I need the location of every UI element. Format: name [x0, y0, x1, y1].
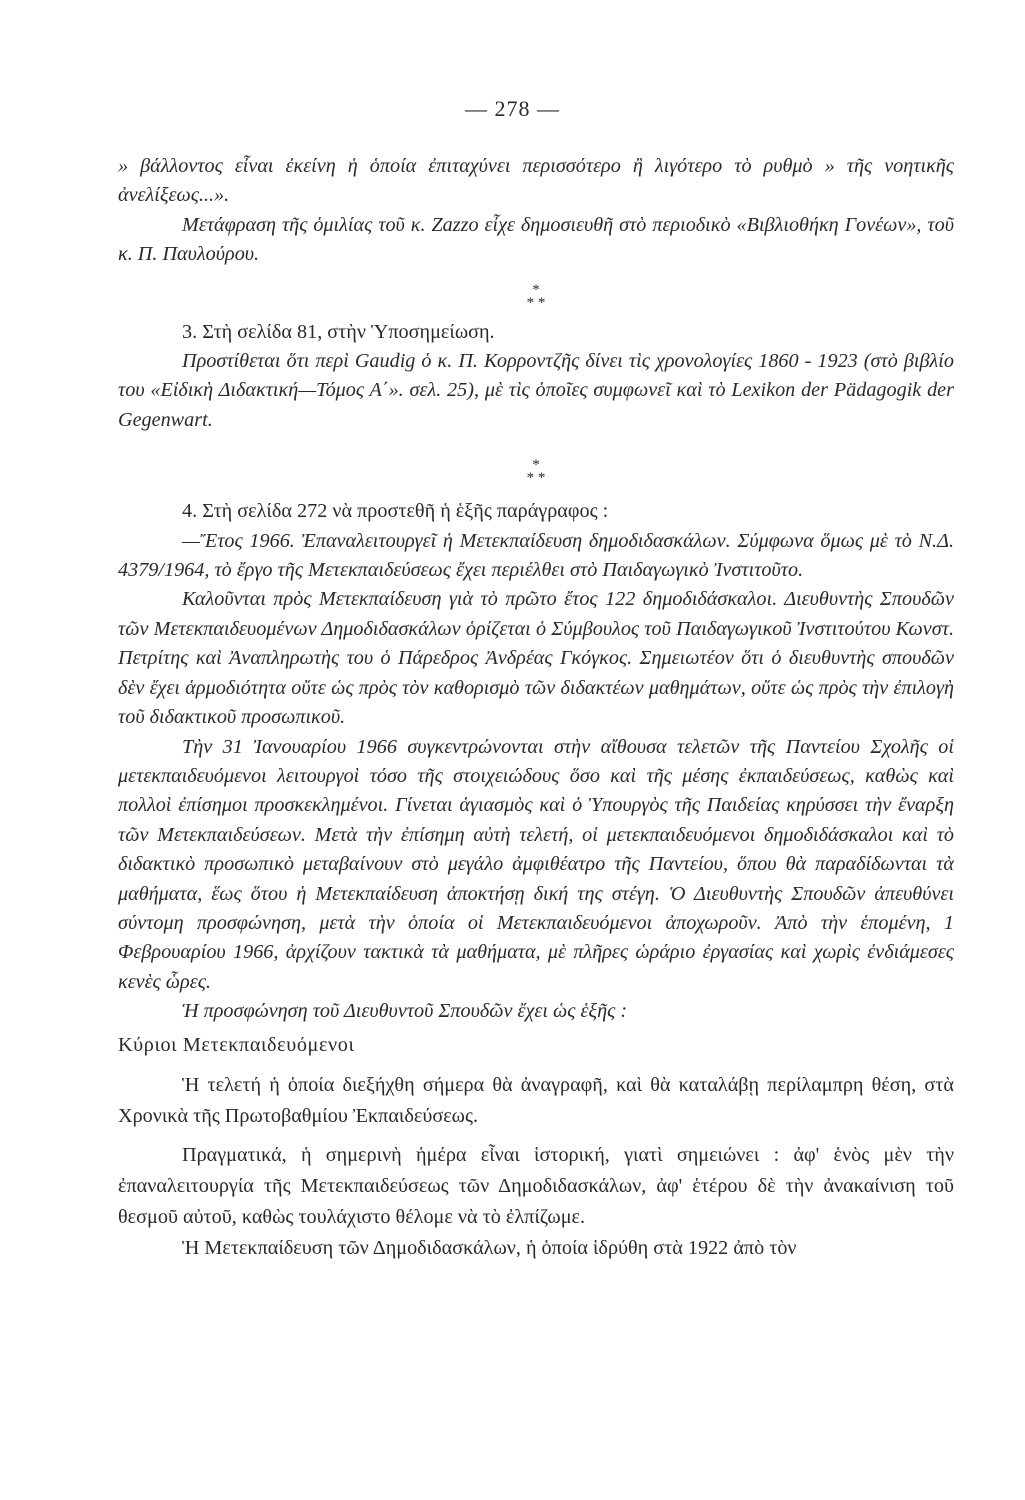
item-4-heading: 4. Στὴ σελίδα 272 νὰ προστεθῆ ἡ ἑξῆς παράγραφος : — [182, 500, 609, 523]
speech-section — [118, 1030, 954, 1264]
item-4-paragraph-4: Ἡ προσφώνηση τοῦ Διευθυντοῦ Σπουδῶν ἔχει ὡς ἑξῆς : — [182, 1000, 628, 1023]
translation-note: Μετάφραση τῆς ὁμιλίας τοῦ κ. Zazzo εἶχε δημοσιευθῆ στὸ περιοδικὸ «Βιβλιοθήκη Γονέων», τοῦ κ. Π. Παυλούρου. — [118, 213, 954, 266]
asterism-1: * * * — [526, 281, 546, 311]
item-4-paragraph-2: Καλοῦνται πρὸς Μετεκπαίδευση γιὰ τὸ πρῶτο ἔτος 122 δημοδιδάσκαλοι. Διευθυντὴς Σπουδῶν τῶν Μετεκπαιδευομένων Δημοδιδασκάλων ὁρίζεται ὁ Σύμβουλος τοῦ Παιδαγωγικοῦ Ἰνστιτούτου Κωνστ. Πετρίτης καὶ Ἀναπληρωτὴς του ὁ Πάρεδρος Ἀνδρέας Γκόγκος. Σημειωτέον ὅτι ὁ διευθυντὴς σπουδῶν δὲν ἔχει ἁρμοδιότητα οὔτε ὡς πρὸς τὸν καθορισμὸ τῶν διδακτέων μαθημάτων, οὔτε ὡς πρὸς τὴν ἐπιλογὴ τοῦ διδακτικοῦ προσωπικοῦ. — [118, 588, 954, 729]
speech-paragraph-2: Πραγματικά, ἡ σημερινὴ ἡμέρα εἶναι ἱστορική, γιατὶ σημειώνει : ἀφ' ἑνὸς μὲν τὴν ἐπαναλειτουργία τῆς Μετεκπαιδεύσεως τῶν Δημοδιδασκάλων, ἀφ' ἑτέρου δὲ τὴν ἀνακαίνιση τοῦ θεσμοῦ αὐτοῦ, καθὼς τουλάχιστο θέλομε νὰ τὸ ἐλπίζωμε. — [118, 1143, 954, 1228]
item-4-paragraph-3: Τὴν 31 Ἰανουαρίου 1966 συγκεντρώνονται στὴν αἴθουσα τελετῶν τῆς Παντείου Σχολῆς οἱ μετεκπαιδευόμενοι λειτουργοὶ τόσο τῆς στοιχειώδους ὅσο καὶ τῆς μέσης ἐκπαιδεύσεως, καθὼς καὶ πολλοὶ ἐπίσημοι προσκεκλημένοι. Γίνεται ἁγιασμὸς καὶ ὁ Ὑπουργὸς τῆς Παιδείας κηρύσσει τὴν ἔναρξη τῶν Μετεκπαιδεύσεων. Μετὰ τὴν ἐπίσημη αὐτὴ τελετή, οἱ μετεκπαιδευόμενοι δημοδιδάσκαλοι καὶ τὸ διδακτικὸ προσωπικὸ μεταβαίνουν στὸ μεγάλο ἀμφιθέατρο τῆς Παντείου, ὅπου θὰ παραδίδωνται τὰ μαθήματα, ἕως ὅτου ἡ Μετεκπαίδευση ἀποκτήσῃ δική της στέγη. Ὁ Διευθυντὴς Σπουδῶν ἀπευθύνει σύντομη προσφώνηση, μετὰ τὴν ὁποία οἱ Μετεκπαιδευόμενοι ἀποχωροῦν. Ἀπὸ τὴν ἑπομένη, 1 Φεβρουαρίου 1966, ἀρχίζουν τακτικὰ τὰ μαθήματα, μὲ πλῆρες ὡράριο ἐργασίας καὶ χωρὶς ἐνδιάμεσες κενὲς ὧρες. — [118, 735, 954, 993]
section-separator-1 — [118, 270, 954, 318]
speech-heading: Κύριοι Μετεκπαιδευόμενοι — [118, 1033, 355, 1056]
item-3-heading: 3. Στὴ σελίδα 81, στὴν Ὑποσημείωση. — [182, 320, 495, 343]
asterism-2: * * * — [526, 457, 546, 487]
item-3-text: Προστίθεται ὅτι περὶ Gaudig ὁ κ. Π. Κορροντζῆς δίνει τὶς χρονολογίες 1860 - 1923 (στὸ βιβλίο του «Εἰδικὴ Διδακτική—Τόμος Α΄». σελ. 25), μὲ τὶς ὁποῖες συμφωνεῖ καὶ τὸ Lexikon der Pädagogik der Gegenwart. — [118, 350, 954, 431]
quote-paragraph: » βάλλοντος εἶναι ἐκείνη ἡ ὁποία ἐπιταχύνει περισσότερο ἢ λιγότερο τὸ ρυθμὸ » τῆς νοητικῆς ἀνελίξεως...». — [118, 155, 954, 207]
page-number: — 278 — — [465, 96, 560, 121]
speech-paragraph-1: Ἡ τελετή ἡ ὁποία διεξήχθη σήμερα θὰ ἀναγραφῆ, καὶ θὰ καταλάβῃ περίλαμπρη θέση, στὰ Χρονικὰ τῆς Πρωτοβαθμίου Ἐκπαιδεύσεως. — [118, 1073, 954, 1127]
speech-paragraph-3: Ἡ Μετεκπαίδευση τῶν Δημοδιδασκάλων, ἡ ὁποία ἱδρύθη στὰ 1922 ἀπὸ τὸν — [182, 1236, 797, 1259]
page-body — [118, 152, 954, 1264]
section-separator-2 — [118, 435, 954, 497]
item-4-paragraph-1: —Ἔτος 1966. Ἐπαναλειτουργεῖ ἡ Μετεκπαίδευση δημοδιδασκάλων. Σύμφωνα ὅμως μὲ τὸ Ν.Δ. 4379/1964, τὸ ἔργο τῆς Μετεκπαιδεύσεως ἔχει περιέλθει στὸ Παιδαγωγικὸ Ἰνστιτοῦτο. — [118, 529, 954, 582]
